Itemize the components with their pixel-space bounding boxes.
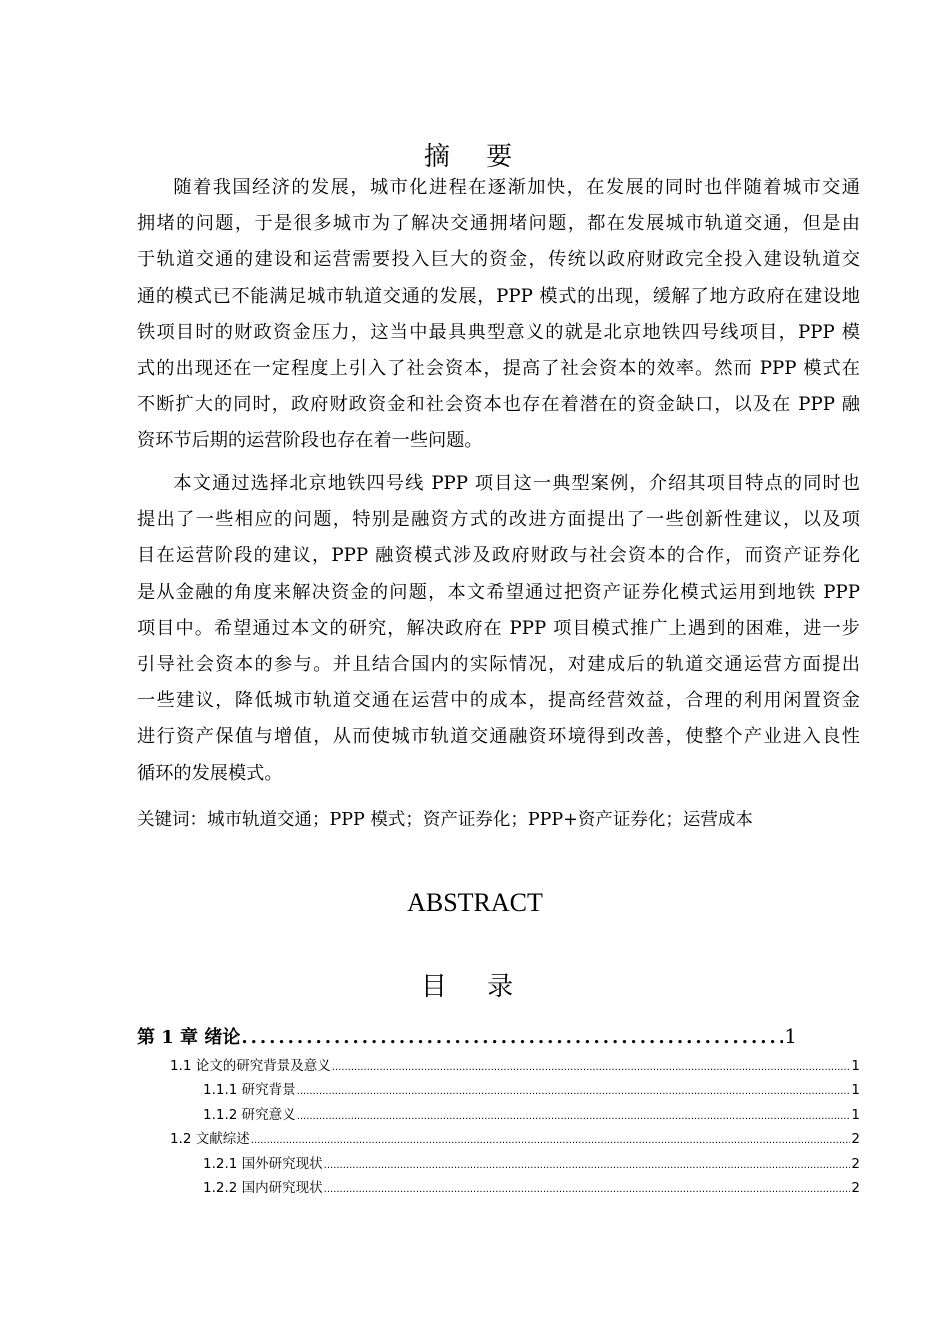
toc-label: 1.1.2 研究意义 (203, 1107, 296, 1123)
toc-entry[interactable] (203, 1103, 860, 1123)
toc-label: 1.1 论文的研究背景及意义 (170, 1058, 331, 1074)
toc-entry[interactable] (203, 1152, 860, 1172)
toc-leader (332, 1062, 851, 1073)
toc-label: 1.1.1 研究背景 (203, 1082, 296, 1098)
toc-entry[interactable] (170, 1054, 860, 1074)
paragraph-line: 于轨道交通的建设和运营需要投入巨大的资金，传统以政府财政完全投入建设轨道交 (137, 249, 860, 271)
keywords-label: 关键词： (137, 810, 207, 830)
toc-title: 目 录 (420, 972, 530, 1002)
keywords (137, 806, 860, 831)
abstract-paragraph-1 (137, 170, 860, 460)
toc-page-number: 1 (851, 1082, 860, 1098)
paragraph-line: 提出了一些相应的问题，特别是融资方式的改进方面提出了一些创新性建议，以及项 (137, 509, 860, 531)
toc-entry[interactable] (203, 1176, 860, 1196)
toc-page-number: 2 (851, 1131, 860, 1147)
paragraph-line: 拥堵的问题，于是很多城市为了解决交通拥堵问题，都在发展城市轨道交通，但是由 (137, 213, 860, 235)
paragraph-line: 目在运营阶段的建议，PPP 融资模式涉及政府财政与社会资本的合作，而资产证券化 (137, 545, 860, 567)
toc-label: 第 1 章 绪论 (137, 1027, 241, 1048)
toc-page-number: 1 (851, 1107, 860, 1123)
toc-leader (324, 1160, 851, 1171)
toc-leader (324, 1184, 851, 1195)
toc-leader (297, 1111, 851, 1122)
toc-leader (251, 1135, 851, 1146)
abstract-paragraph-2 (137, 466, 860, 792)
toc-page-number: 1 (851, 1058, 860, 1074)
paragraph-line: 随着我国经济的发展，城市化进程在逐渐加快，在发展的同时也伴随着城市交通 (173, 177, 860, 198)
toc-page-number: 2 (851, 1156, 860, 1172)
abstract-cn-title: 摘 要 (423, 142, 527, 172)
toc-label: 1.2.2 国内研究现状 (203, 1180, 323, 1196)
paragraph-line: 资环节后期的运营阶段也存在着一些问题。 (137, 430, 483, 452)
paragraph-line: 本文通过选择北京地铁四号线 PPP 项目这一典型案例，介绍其项目特点的同时也 (173, 473, 860, 494)
abstract-en-title: ABSTRACT (407, 888, 543, 917)
paragraph-line: 循环的发展模式。 (137, 762, 283, 784)
toc-entry[interactable] (170, 1127, 860, 1147)
paragraph-line: 是从金融的角度来解决资金的问题，本文希望通过把资产证券化模式运用到地铁 PPP (137, 581, 860, 603)
paragraph-line: 铁项目时的财政资金压力，这当中最具典型意义的就是北京地铁四号线项目，PPP 模 (137, 321, 860, 343)
toc-chapter-1[interactable] (137, 1023, 797, 1049)
toc-page-number: 1 (784, 1024, 797, 1048)
paragraph-line: 不断扩大的同时，政府财政资金和社会资本也存在着潜在的资金缺口，以及在 PPP 融 (137, 394, 860, 416)
paragraph-line: 一些建议，降低城市轨道交通在运营中的成本，提高经营效益，合理的利用闲置资金 (137, 690, 860, 712)
toc-entry[interactable] (203, 1078, 860, 1098)
paragraph-line: 引导社会资本的参与。并且结合国内的实际情况，对建成后的轨道交通运营方面提出 (137, 654, 860, 676)
toc-label: 1.2.1 国外研究现状 (203, 1156, 323, 1172)
paragraph-line: 式的出现还在一定程度上引入了社会资本，提高了社会资本的效率。然而 PPP 模式在 (137, 358, 860, 380)
toc-leader (297, 1086, 851, 1097)
toc-label: 1.2 文献综述 (170, 1131, 250, 1147)
keywords-text: 城市轨道交通；PPP 模式；资产证券化；PPP+资产证券化；运营成本 (207, 810, 753, 830)
paragraph-line: 进行资产保值与增值，从而使城市轨道交通融资环境得到改善，使整个产业进入良性 (137, 726, 860, 748)
paragraph-line: 项目中。希望通过本文的研究，解决政府在 PPP 项目模式推广上遇到的困难，进一步 (137, 617, 860, 639)
paragraph-line: 通的模式已不能满足城市轨道交通的发展，PPP 模式的出现，缓解了地方政府在建设地 (137, 285, 860, 307)
toc-leader (241, 1027, 783, 1048)
toc-page-number: 2 (851, 1180, 860, 1196)
